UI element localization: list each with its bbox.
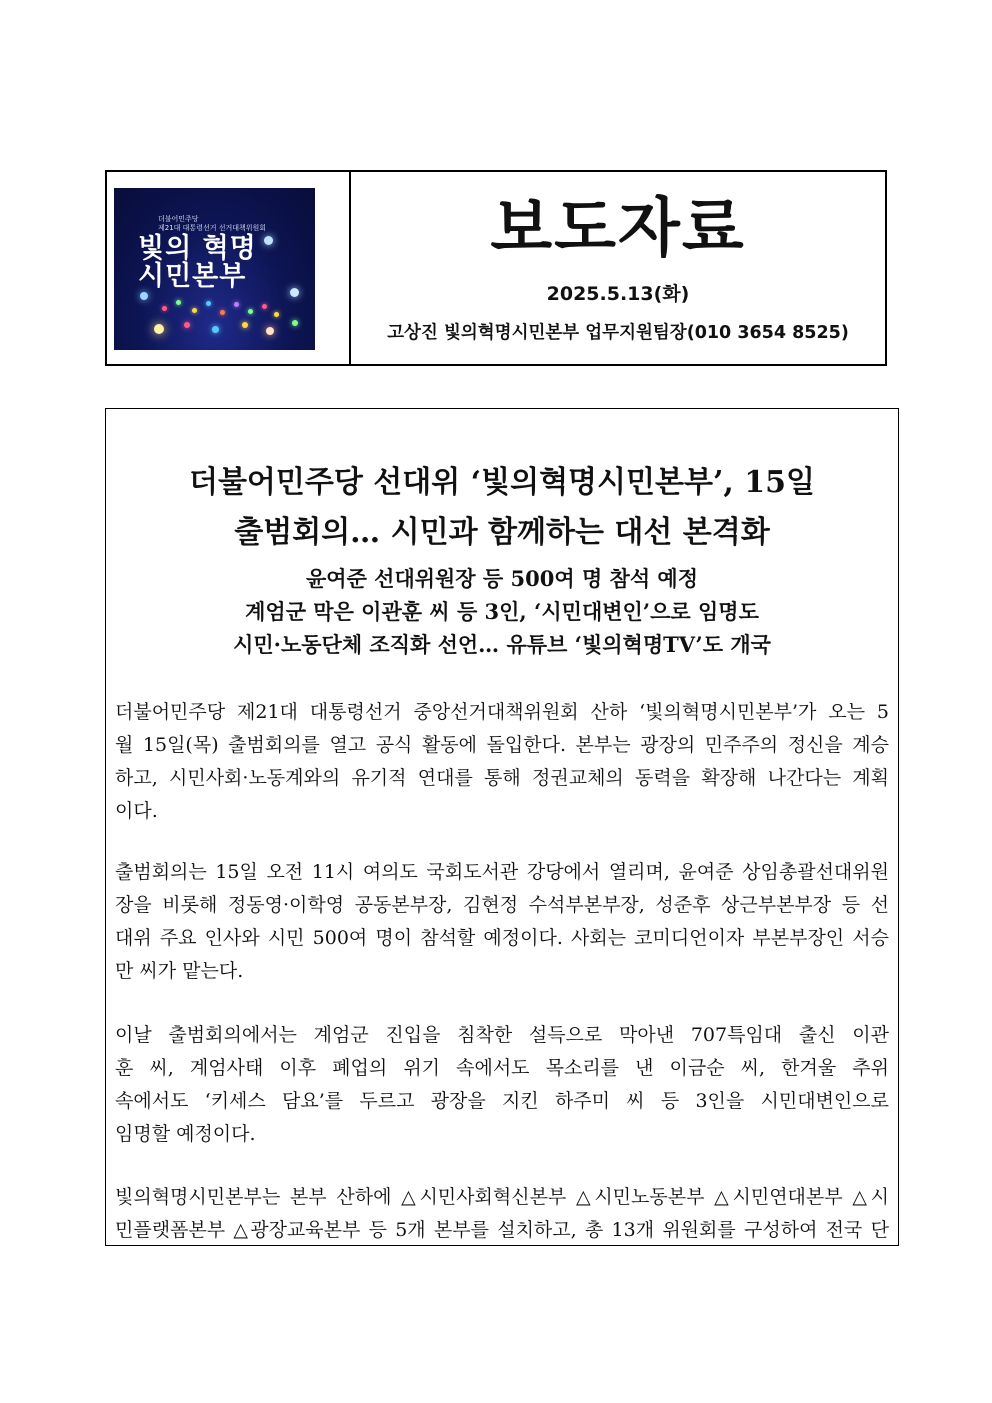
- paragraph-line: 훈 씨, 계엄사태 이후 폐업의 위기 속에서도 목소리를 낸 이금순 씨, 한겨울 추위: [115, 1057, 889, 1079]
- logo-committee-label: 제21대 대통령선거 선거대책위원회: [158, 224, 267, 232]
- logo-party-label: 더불어민주당: [158, 215, 199, 223]
- headline-line2: 출범회의… 시민과 함께하는 대선 본격화: [234, 515, 770, 550]
- paragraph-line: 빛의혁명시민본부는 본부 산하에 △시민사회혁신본부 △시민노동본부 △시민연대본부 △시: [115, 1186, 889, 1208]
- paragraph-3: [115, 1019, 889, 1151]
- paragraph-line: 월 15일(목) 출범회의를 열고 공식 활동에 돌입한다. 본부는 광장의 민주주의 정신을 계승: [115, 734, 889, 756]
- paragraph-line: 더불어민주당 제21대 대통령선거 중앙선거대책위원회 산하 ‘빛의혁명시민본부’가 오는 5: [115, 701, 889, 723]
- subheading: 윤여준 선대위원장 등 500여 명 참석 예정: [306, 566, 698, 591]
- paragraph-line: 임명할 예정이다.: [115, 1123, 256, 1145]
- paragraph-line: 민플랫폼본부 △광장교육본부 등 5개 본부를 설치하고, 총 13개 위원회를 구성하여 전국 단: [115, 1219, 889, 1241]
- title-cell: [351, 172, 885, 364]
- logo-cell: [107, 172, 351, 364]
- paragraph-line: 대위 주요 인사와 시민 500여 명이 참석할 예정이다. 사회는 코미디언이자 부본부장인 서승: [115, 927, 889, 949]
- paragraph-line: 이날 출범회의에서는 계엄군 진입을 침착한 설득으로 막아낸 707특임대 출신 이관: [115, 1024, 889, 1046]
- paragraph-line: 장을 비롯해 정동영·이학영 공동본부장, 김현정 수석부본부장, 성준후 상근부본부장 등 선: [115, 894, 889, 916]
- logo-title-line2: 시민본부: [138, 261, 247, 292]
- citizens-headquarters-logo: [114, 188, 315, 350]
- paragraph-line: 만 씨가 맡는다.: [115, 960, 244, 982]
- article-box: [105, 408, 899, 1246]
- contact-info: 고상진 빛의혁명시민본부 업무지원팀장(010 3654 8525): [387, 323, 849, 343]
- release-date: 2025.5.13(화): [546, 283, 690, 305]
- paragraph-line: 속에서도 ‘키세스 담요’를 두르고 광장을 지킨 하주미 씨 등 3인을 시민대변인으로: [115, 1090, 889, 1112]
- paragraph-line: 이다.: [115, 800, 158, 822]
- paragraph-2: [115, 856, 889, 988]
- paragraph-line: 출범회의는 15일 오전 11시 여의도 국회도서관 강당에서 열리며, 윤여준 상임총괄선대위원: [115, 861, 889, 883]
- headline-line1: 더불어민주당 선대위 ‘빛의혁명시민본부’, 15일: [188, 465, 816, 500]
- subheading: 시민·노동단체 조직화 선언… 유튜브 ‘빛의혁명TV’도 개국: [233, 632, 771, 657]
- press-release-header: [105, 170, 887, 366]
- subheading: 계엄군 막은 이관훈 씨 등 3인, ‘시민대변인’으로 임명도: [245, 599, 759, 624]
- paragraph-4: [115, 1181, 889, 1246]
- logo-title-line1: 빛의 혁명: [138, 233, 257, 264]
- document-title: 보도자료: [490, 192, 746, 266]
- paragraph-line: 하고, 시민사회·노동계와의 유기적 연대를 통해 정권교체의 동력을 확장해 나간다는 계획: [115, 767, 889, 789]
- paragraph-1: [115, 696, 889, 828]
